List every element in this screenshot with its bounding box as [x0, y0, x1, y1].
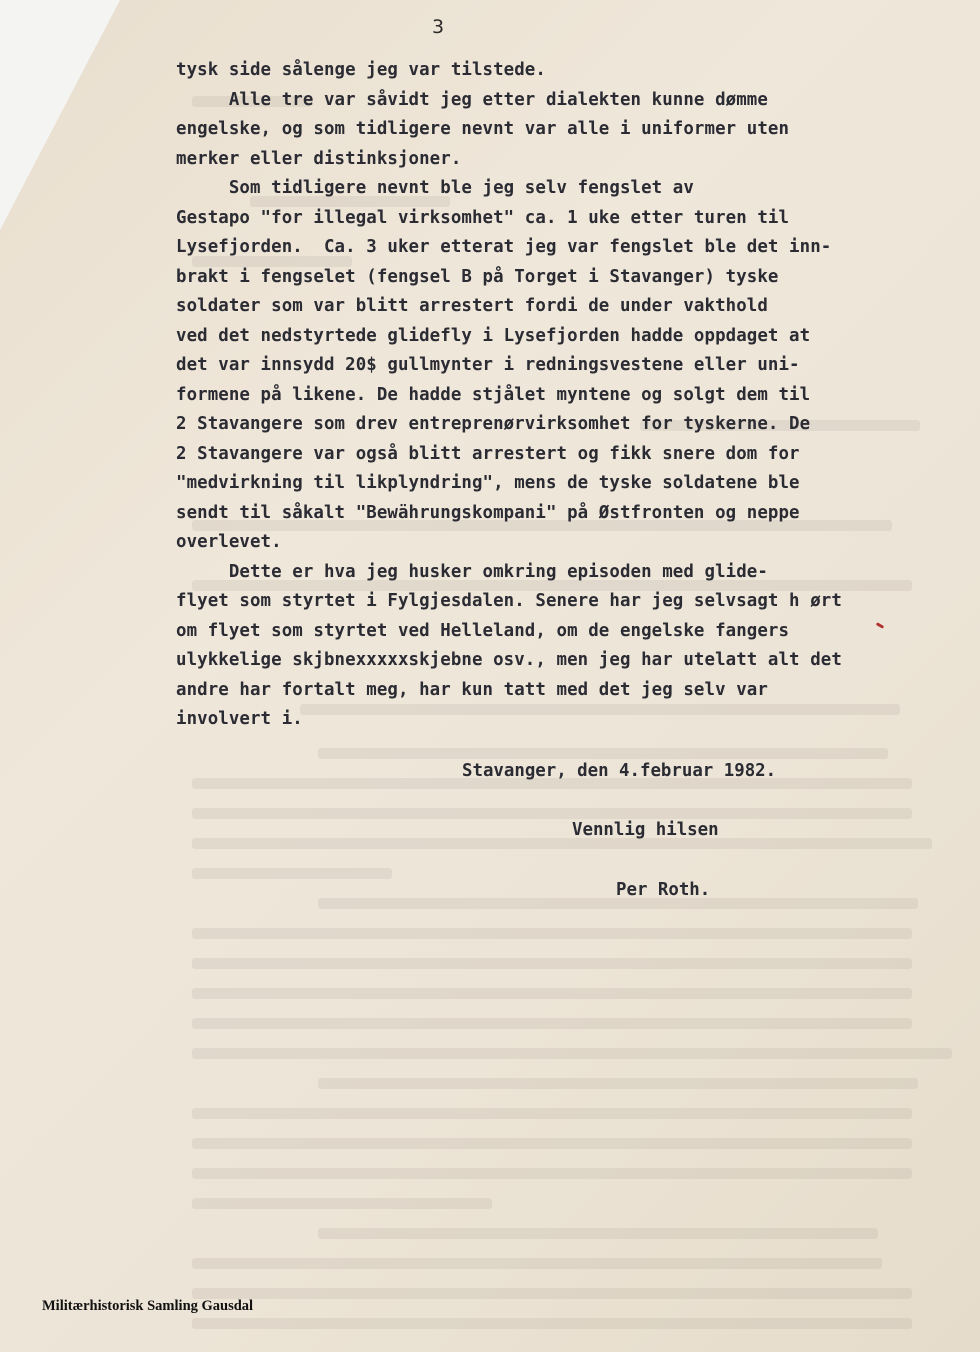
text-line: ved det nedstyrtede glidefly i Lysefjorden hadde oppdaget at — [176, 325, 811, 346]
text-line: ulykkelige skjbnexxxxxskjebne osv., men jeg har utelatt alt det — [176, 650, 842, 670]
page-number: 3 — [432, 16, 445, 38]
text-line: Dette er hva jeg husker omkring episoden med glide- — [176, 561, 768, 582]
letter-body — [176, 56, 936, 735]
text-line: tysk side sålenge jeg var tilstede. — [176, 60, 546, 80]
text-line: 2 Stavangere var også blitt arrestert og fikk snere dom for — [176, 443, 800, 464]
text-line: sendt til såkalt "Bewährungskompani" på Østfronten og neppe — [176, 502, 800, 523]
folded-corner — [0, 0, 120, 230]
place-and-date: Stavanger, den 4.februar 1982. — [462, 761, 777, 781]
text-line: Som tidligere nevnt ble jeg selv fengslet av — [176, 178, 694, 198]
text-line: overlevet. — [176, 532, 282, 552]
text-line: "medvirkning til likplyndring", mens de tyske soldatene ble — [176, 473, 800, 493]
text-line: om flyet som styrtet ved Helleland, om de engelske fangers — [176, 620, 790, 641]
text-line: soldater som var blitt arrestert fordi de under vakthold — [176, 296, 768, 316]
text-line: Alle tre var såvidt jeg etter dialekten kunne dømme — [176, 89, 768, 110]
text-line: andre har fortalt meg, har kun tatt med det jeg selv var — [176, 679, 768, 700]
text-line: Gestapo "for illegal virksomhet" ca. 1 uke etter turen til — [176, 207, 790, 228]
archive-label: Militærhistorisk Samling Gausdal — [42, 1298, 254, 1314]
text-line: formene på likene. De hadde stjålet myntene og solgt dem til — [176, 384, 811, 405]
text-line: det var innsydd 20$ gullmynter i redningsvestene eller uni- — [176, 355, 800, 375]
text-line: flyet som styrtet i Fylgjesdalen. Senere har jeg selvsagt h ørt — [176, 591, 842, 611]
text-line: merker eller distinksjoner. — [176, 148, 462, 169]
closing-greeting: Vennlig hilsen — [572, 820, 719, 840]
signature-name: Per Roth. — [616, 880, 711, 900]
text-line: Lysefjorden. Ca. 3 uker etterat jeg var fengslet ble det inn- — [176, 237, 832, 257]
text-line: brakt i fengselet (fengsel B på Torget i Stavanger) tyske — [176, 266, 779, 287]
text-line: engelske, og som tidligere nevnt var alle i uniformer uten — [176, 119, 790, 139]
text-line: involvert i. — [176, 709, 303, 729]
text-line: 2 Stavangere som drev entreprenørvirksomhet for tyskerne. De — [176, 414, 811, 434]
